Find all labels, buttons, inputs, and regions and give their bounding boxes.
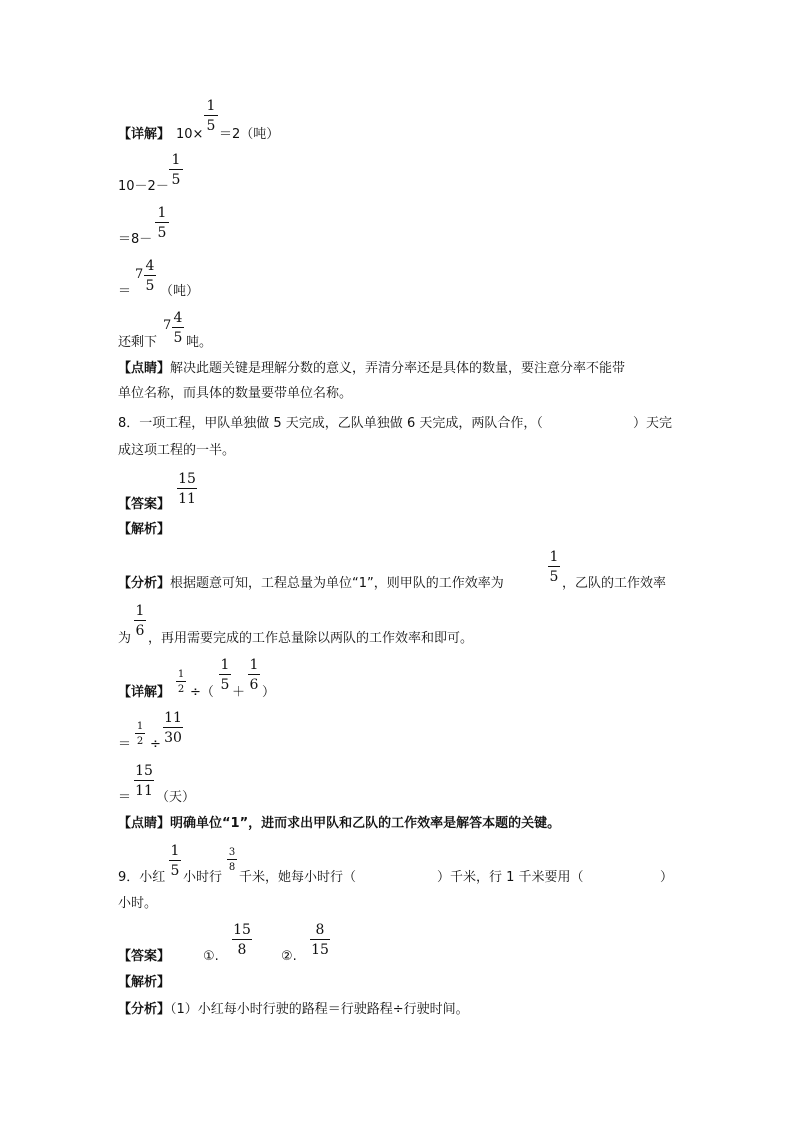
step-expression: ＝8－: [118, 232, 153, 247]
fraction: 3 8: [228, 847, 236, 873]
mixed-number-whole: 7: [163, 318, 172, 333]
remain-text: 还剩下: [118, 335, 158, 350]
answer-fraction-2: 8 15: [311, 922, 329, 958]
close-paren: ）: [262, 685, 276, 700]
point-label: 【点睛】: [118, 361, 171, 376]
unit: （天）: [156, 790, 196, 805]
answer-label: 【答案】: [118, 497, 171, 512]
fraction: 11 30: [164, 710, 182, 746]
answer-marker-1: ①.: [203, 949, 219, 964]
fraction: 1 6: [135, 603, 145, 639]
fraction: 1 5: [220, 657, 230, 693]
fraction: 15 11: [135, 763, 153, 799]
question-text: 小时行: [183, 870, 223, 885]
fenxi-text: 根据题意可知，工程总量为单位“1”，则甲队的工作效率为: [170, 576, 504, 591]
remain-unit: 吨。: [186, 335, 213, 350]
fraction: 1 6: [249, 657, 259, 693]
analysis-label: 【解析】: [118, 522, 171, 537]
fraction: 1 5: [204, 98, 218, 134]
mixed-number-whole: 7: [135, 267, 144, 282]
fenxi-text-2a: 为: [118, 631, 132, 646]
detail-label: 【详解】: [118, 127, 171, 142]
answer-marker-2: ②.: [281, 949, 297, 964]
divide-symbol: ÷（: [190, 685, 214, 700]
plus-symbol: ＋: [232, 685, 246, 700]
fenxi-text-2b: ，再用需要完成的工作总量除以两队的工作效率和即可。: [148, 631, 474, 646]
fraction: 1 5: [170, 843, 180, 879]
divide-symbol: ÷: [150, 737, 161, 752]
answer-fraction: 15 11: [178, 471, 196, 507]
fraction: 4 5: [173, 310, 183, 346]
answer-label: 【答案】: [118, 949, 171, 964]
fraction: 1 5: [549, 549, 559, 585]
point-text: 解决此题关键是理解分数的意义，弄清分率还是具体的数量，要注意分率不能带: [170, 361, 626, 376]
equals-sign: ＝: [118, 737, 132, 752]
question-text: 千米，她每小时行（: [239, 870, 357, 885]
fraction: 1 2: [136, 721, 144, 747]
detail-expression: 10×: [176, 127, 204, 142]
question-text: 8．一项工程，甲队单独做 5 天完成，乙队单独做 6 天完成，两队合作，（: [118, 416, 543, 431]
question-text-close: ）: [660, 870, 674, 885]
fraction: 1 2: [177, 669, 185, 695]
question-text: ）千米，行 1 千米要用（: [437, 870, 584, 885]
point-label: 【点睛】: [118, 816, 171, 831]
step-expression: 10－2－: [118, 179, 169, 194]
answer-fraction-1: 15 8: [233, 922, 251, 958]
question-text-close: ）天完: [633, 416, 673, 431]
detail-result: ＝2（吨）: [219, 127, 280, 142]
analysis-label: 【解析】: [118, 975, 171, 990]
fraction: 1 5: [169, 152, 183, 188]
question-text-2: 小时。: [118, 896, 158, 911]
fraction: 4 5: [145, 258, 155, 294]
unit: （吨）: [160, 284, 200, 299]
equals-sign: ＝: [118, 284, 132, 299]
detail-label: 【详解】: [118, 685, 171, 700]
equals-sign: ＝: [118, 790, 132, 805]
fenxi-label: 【分析】: [118, 576, 171, 591]
fraction: 1 5: [155, 205, 169, 241]
fenxi-text-cont: ，乙队的工作效率: [562, 576, 667, 591]
point-text-2: 单位名称，而具体的数量要带单位名称。: [118, 386, 353, 401]
fenxi-label: 【分析】: [118, 1002, 171, 1017]
question-text: 9．小红: [118, 870, 166, 885]
fenxi-text: （1）小红每小时行驶的路程＝行驶路程÷行驶时间。: [170, 1002, 469, 1017]
point-text: 明确单位“1”，进而求出甲队和乙队的工作效率是解答本题的关键。: [170, 816, 561, 831]
question-text-2: 成这项工程的一半。: [118, 443, 236, 458]
